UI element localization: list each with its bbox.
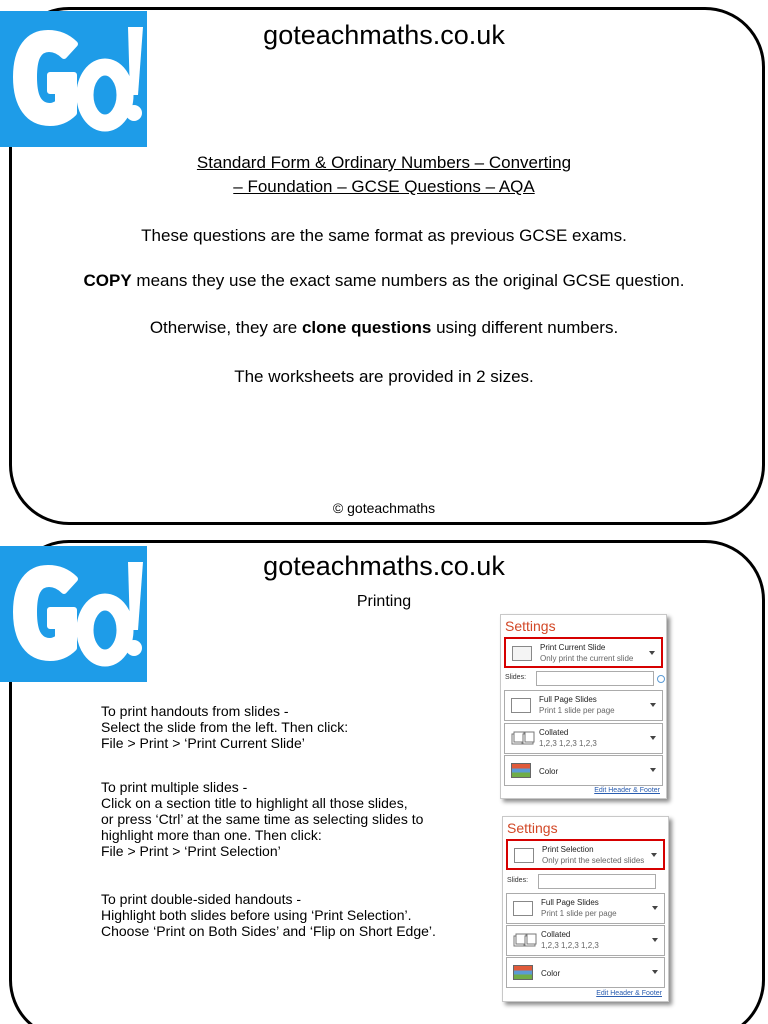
option-desc: Only print the selected slides — [542, 856, 645, 865]
option-desc: 1,2,3 1,2,3 1,2,3 — [539, 739, 597, 748]
instructions-handouts — [101, 703, 348, 751]
copy-note-text: means they use the exact same numbers as the original GCSE question. — [131, 271, 685, 290]
option-label: Collated — [541, 930, 571, 939]
instruction-line: File > Print > ‘Print Current Slide’ — [101, 735, 305, 751]
instruction-line: Highlight both slides before using ‘Print Selection’. — [101, 907, 412, 923]
instructions-double-sided — [101, 891, 436, 939]
instruction-line: highlight more than one. Then click: — [101, 827, 322, 843]
option-label: Color — [541, 969, 561, 978]
clone-note — [0, 318, 768, 338]
printing-subtitle: Printing — [356, 593, 412, 610]
collate-dropdown[interactable] — [506, 925, 665, 956]
chevron-down-icon — [652, 970, 658, 974]
edit-header-footer-link[interactable]: Edit Header & Footer — [594, 787, 660, 794]
settings-title: Settings — [507, 820, 558, 836]
chevron-down-icon — [650, 703, 656, 707]
instruction-line: To print double-sided handouts - — [101, 891, 302, 907]
site-title: goteachmaths.co.uk — [263, 20, 505, 50]
chevron-down-icon — [650, 736, 656, 740]
color-dropdown[interactable] — [504, 755, 663, 786]
slides-input[interactable] — [536, 671, 654, 686]
option-label: Full Page Slides — [539, 695, 597, 704]
collated-icon — [513, 933, 537, 948]
color-icon — [513, 965, 533, 980]
site-title: goteachmaths.co.uk — [263, 551, 505, 581]
print-selection-dropdown[interactable] — [506, 839, 665, 870]
option-desc: Only print the current slide — [540, 654, 634, 663]
option-label: Color — [539, 767, 559, 776]
color-dropdown[interactable] — [506, 957, 665, 988]
settings-panel-selection — [502, 816, 669, 1002]
clone-note-end: using different numbers. — [431, 318, 619, 337]
slides-row — [504, 671, 663, 687]
chevron-down-icon — [649, 651, 655, 655]
slides-label: Slides: — [505, 674, 527, 681]
info-icon[interactable] — [657, 675, 665, 683]
option-label: Print Selection — [542, 845, 594, 854]
instruction-line: To print handouts from slides - — [101, 703, 289, 719]
color-icon — [511, 763, 531, 778]
slide-icon — [512, 646, 532, 661]
chevron-down-icon — [652, 938, 658, 942]
worksheet-heading-line2: – Foundation – GCSE Questions – AQA — [233, 177, 535, 196]
collate-dropdown[interactable] — [504, 723, 663, 754]
clone-note-start: Otherwise, they are — [149, 318, 302, 337]
instruction-line: File > Print > ‘Print Selection’ — [101, 843, 281, 859]
print-current-slide-dropdown[interactable] — [504, 637, 663, 668]
layout-dropdown[interactable] — [504, 690, 663, 721]
option-desc: Print 1 slide per page — [539, 706, 615, 715]
instructions-multiple — [101, 779, 423, 859]
slides-row — [506, 874, 665, 890]
instruction-line: or press ‘Ctrl’ at the same time as selecting slides to — [101, 811, 424, 827]
instruction-line: Choose ‘Print on Both Sides’ and ‘Flip on Short Edge’. — [101, 923, 436, 939]
slides-label: Slides: — [507, 877, 529, 884]
format-note: These questions are the same format as previous GCSE exams. — [141, 226, 627, 245]
slides-input[interactable] — [538, 874, 656, 889]
copyright: © goteachmaths — [332, 500, 436, 516]
chevron-down-icon — [650, 768, 656, 772]
copy-keyword: COPY — [83, 271, 132, 290]
option-label: Print Current Slide — [540, 643, 606, 652]
layout-dropdown[interactable] — [506, 893, 665, 924]
option-desc: 1,2,3 1,2,3 1,2,3 — [541, 941, 599, 950]
settings-panel-current-slide — [500, 614, 667, 799]
copy-note — [0, 271, 768, 291]
instruction-line: Click on a section title to highlight all those slides, — [101, 795, 408, 811]
chevron-down-icon — [652, 906, 658, 910]
instruction-line: Select the slide from the left. Then click: — [101, 719, 349, 735]
edit-header-footer-link[interactable]: Edit Header & Footer — [596, 990, 662, 997]
settings-title: Settings — [505, 618, 556, 634]
worksheet-heading-line1: Standard Form & Ordinary Numbers – Converting — [196, 153, 572, 172]
option-desc: Print 1 slide per page — [541, 909, 617, 918]
page-icon — [513, 901, 533, 916]
sizes-note: The worksheets are provided in 2 sizes. — [234, 367, 534, 386]
option-label: Collated — [539, 728, 569, 737]
page-icon — [511, 698, 531, 713]
collated-icon — [511, 731, 535, 746]
option-label: Full Page Slides — [541, 898, 599, 907]
instruction-line: To print multiple slides - — [101, 779, 248, 795]
clone-keyword: clone questions — [301, 318, 432, 337]
chevron-down-icon — [651, 853, 657, 857]
selection-icon — [514, 848, 534, 863]
